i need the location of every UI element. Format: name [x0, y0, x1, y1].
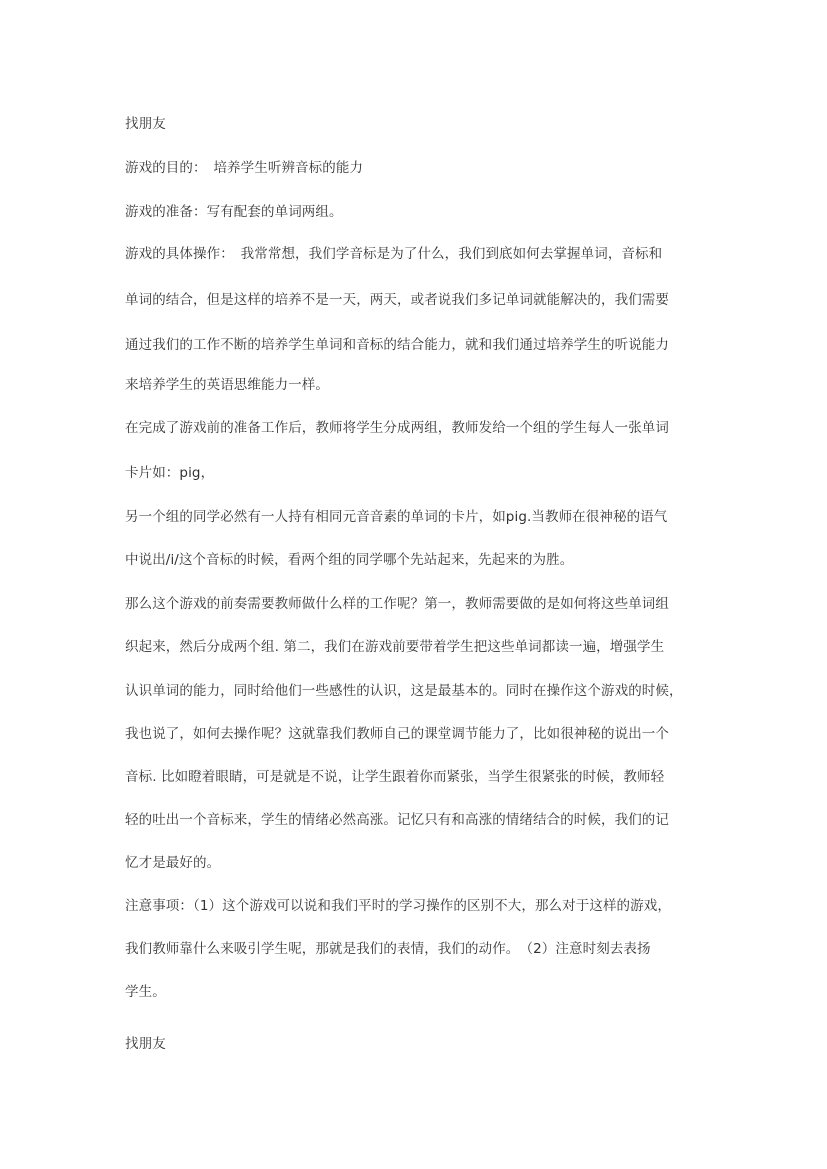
procedure-line: 卡片如：pig， [125, 465, 215, 481]
operation-line: 游戏的具体操作： 我常常想，我们学音标是为了什么，我们到底如何去掌握单词，音标和 [125, 246, 663, 262]
discussion-line: 织起来，然后分成两个组. 第二，我们在游戏前要带着学生把这些单词都读一遍，增强学生 [125, 639, 665, 655]
discussion-line: 那么这个游戏的前奏需要教师做什么样的工作呢？第一，教师需要做的是如何将这些单词组 [125, 596, 669, 612]
second-group-line: 另一个组的同学必然有一人持有相同元音音素的单词的卡片，如pig.当教师在很神秘的语气 [125, 509, 668, 525]
discussion-line: 音标. 比如瞪着眼睛，可是就是不说，让学生跟着你而紧张，当学生很紧张的时候，教师轻 [125, 769, 665, 785]
next-section-title: 找朋友 [125, 1036, 166, 1052]
document-title: 找朋友 [125, 116, 166, 132]
game-preparation: 游戏的准备：写有配套的单词两组。 [125, 204, 343, 220]
operation-line: 通过我们的工作不断的培养学生单词和音标的结合能力，就和我们通过培养学生的听说能力 [125, 337, 669, 353]
operation-line: 来培养学生的英语思维能力一样。 [125, 377, 329, 393]
notes-line: 注意事项：（1）这个游戏可以说和我们平时的学习操作的区别不大，那么对于这样的游戏， [125, 898, 671, 914]
discussion-line: 认识单词的能力，同时给他们一些感性的认识，这是最基本的。同时在操作这个游戏的时候， [125, 683, 683, 699]
game-purpose: 游戏的目的： 培养学生听辨音标的能力 [125, 160, 364, 176]
discussion-line: 我也说了，如何去操作呢？这就靠我们教师自己的课堂调节能力了，比如很神秘的说出一个 [125, 726, 669, 742]
notes-line: 学生。 [125, 984, 166, 1000]
discussion-line: 轻的吐出一个音标来，学生的情绪必然高涨。记忆只有和高涨的情绪结合的时候，我们的记 [125, 812, 669, 828]
second-group-line: 中说出/i/这个音标的时候，看两个组的同学哪个先站起来，先起来的为胜。 [125, 552, 574, 568]
notes-line: 我们教师靠什么来吸引学生呢，那就是我们的表情，我们的动作。 （2）注意时刻去表扬 [125, 941, 651, 957]
discussion-line: 忆才是最好的。 [125, 855, 221, 871]
procedure-line: 在完成了游戏前的准备工作后，教师将学生分成两组，教师发给一个组的学生每人一张单词 [125, 420, 669, 436]
operation-line: 单词的结合，但是这样的培养不是一天，两天，或者说我们多记单词就能解决的，我们需要 [125, 292, 669, 308]
